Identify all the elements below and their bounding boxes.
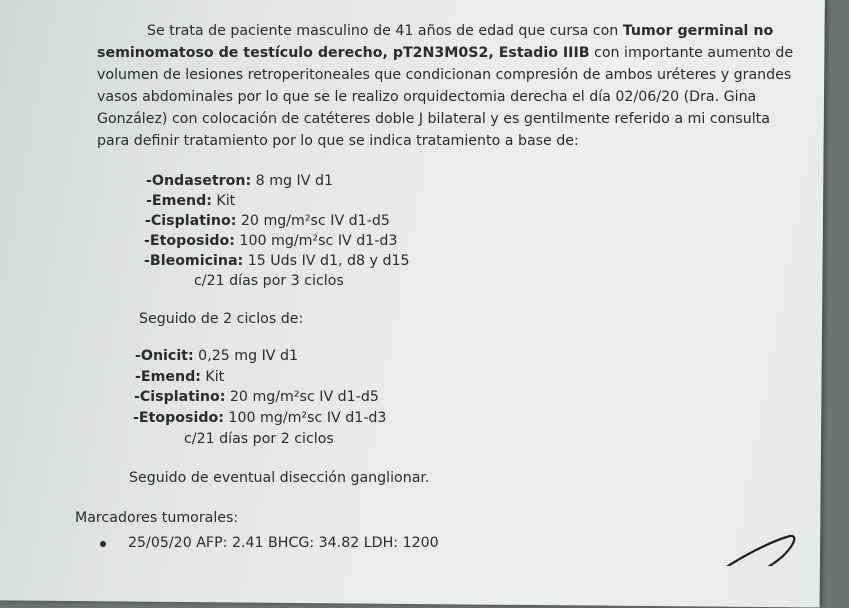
regimen1-item: -Ondasetron: 8 mg IV d1 <box>146 173 333 189</box>
regimen2-item: -Cisplatino: 20 mg/m²sc IV d1-d5 <box>134 389 379 405</box>
regimen2-item: -Emend: Kit <box>135 369 225 385</box>
diagnosis-bold-1: Tumor germinal no <box>622 23 774 39</box>
regimen2-cycle: c/21 días por 2 ciclos <box>184 431 334 447</box>
summary-line-3: volumen de lesiones retroperitoneales que condicionan compresión de ambos uréteres y grandes <box>97 67 792 83</box>
tumor-markers-entry: 25/05/20 AFP: 2.41 BHCG: 34.82 LDH: 1200 <box>128 535 439 551</box>
regimen1-item: -Bleomicina: 15 Uds IV d1, d8 y d15 <box>144 253 410 269</box>
summary-line-6: para definir tratamiento por lo que se indica tratamiento a base de: <box>97 133 579 149</box>
regimen2-item: -Onicit: 0,25 mg IV d1 <box>135 348 299 364</box>
summary-line-1: Se trata de paciente masculino de 41 años de edad que cursa con Tumor germinal no <box>147 23 774 39</box>
diagnosis-bold-2: seminomatoso de testículo derecho, pT2N3M0S2, Estadio IIIB <box>97 45 590 61</box>
followed-by-dissection: Seguido de eventual disección ganglionar. <box>129 470 430 486</box>
bullet-icon <box>100 541 106 547</box>
clinical-summary-paragraph <box>97 20 794 152</box>
regimen1-cycle: c/21 días por 3 ciclos <box>194 273 344 289</box>
summary-line-5: González) con colocación de catéteres doble J bilateral y es gentilmente referido a mi consulta <box>97 111 770 127</box>
summary-line-2: seminomatoso de testículo derecho, pT2N3M0S2, Estadio IIIB con importante aumento de <box>97 45 794 61</box>
regimen2-item: -Etoposido: 100 mg/m²sc IV d1-d3 <box>133 410 387 426</box>
regimen1-item: -Etoposido: 100 mg/m²sc IV d1-d3 <box>144 233 398 249</box>
tumor-markers-heading: Marcadores tumorales: <box>75 510 239 526</box>
followed-by-two-cycles: Seguido de 2 ciclos de: <box>139 311 304 327</box>
regimen1-item: -Emend: Kit <box>146 193 236 209</box>
summary-line-4: vasos abdominales por lo que se le realizo orquidectomia derecha el día 02/06/20 (Dra. Gina <box>97 89 757 105</box>
regimen1-item: -Cisplatino: 20 mg/m²sc IV d1-d5 <box>145 213 390 229</box>
